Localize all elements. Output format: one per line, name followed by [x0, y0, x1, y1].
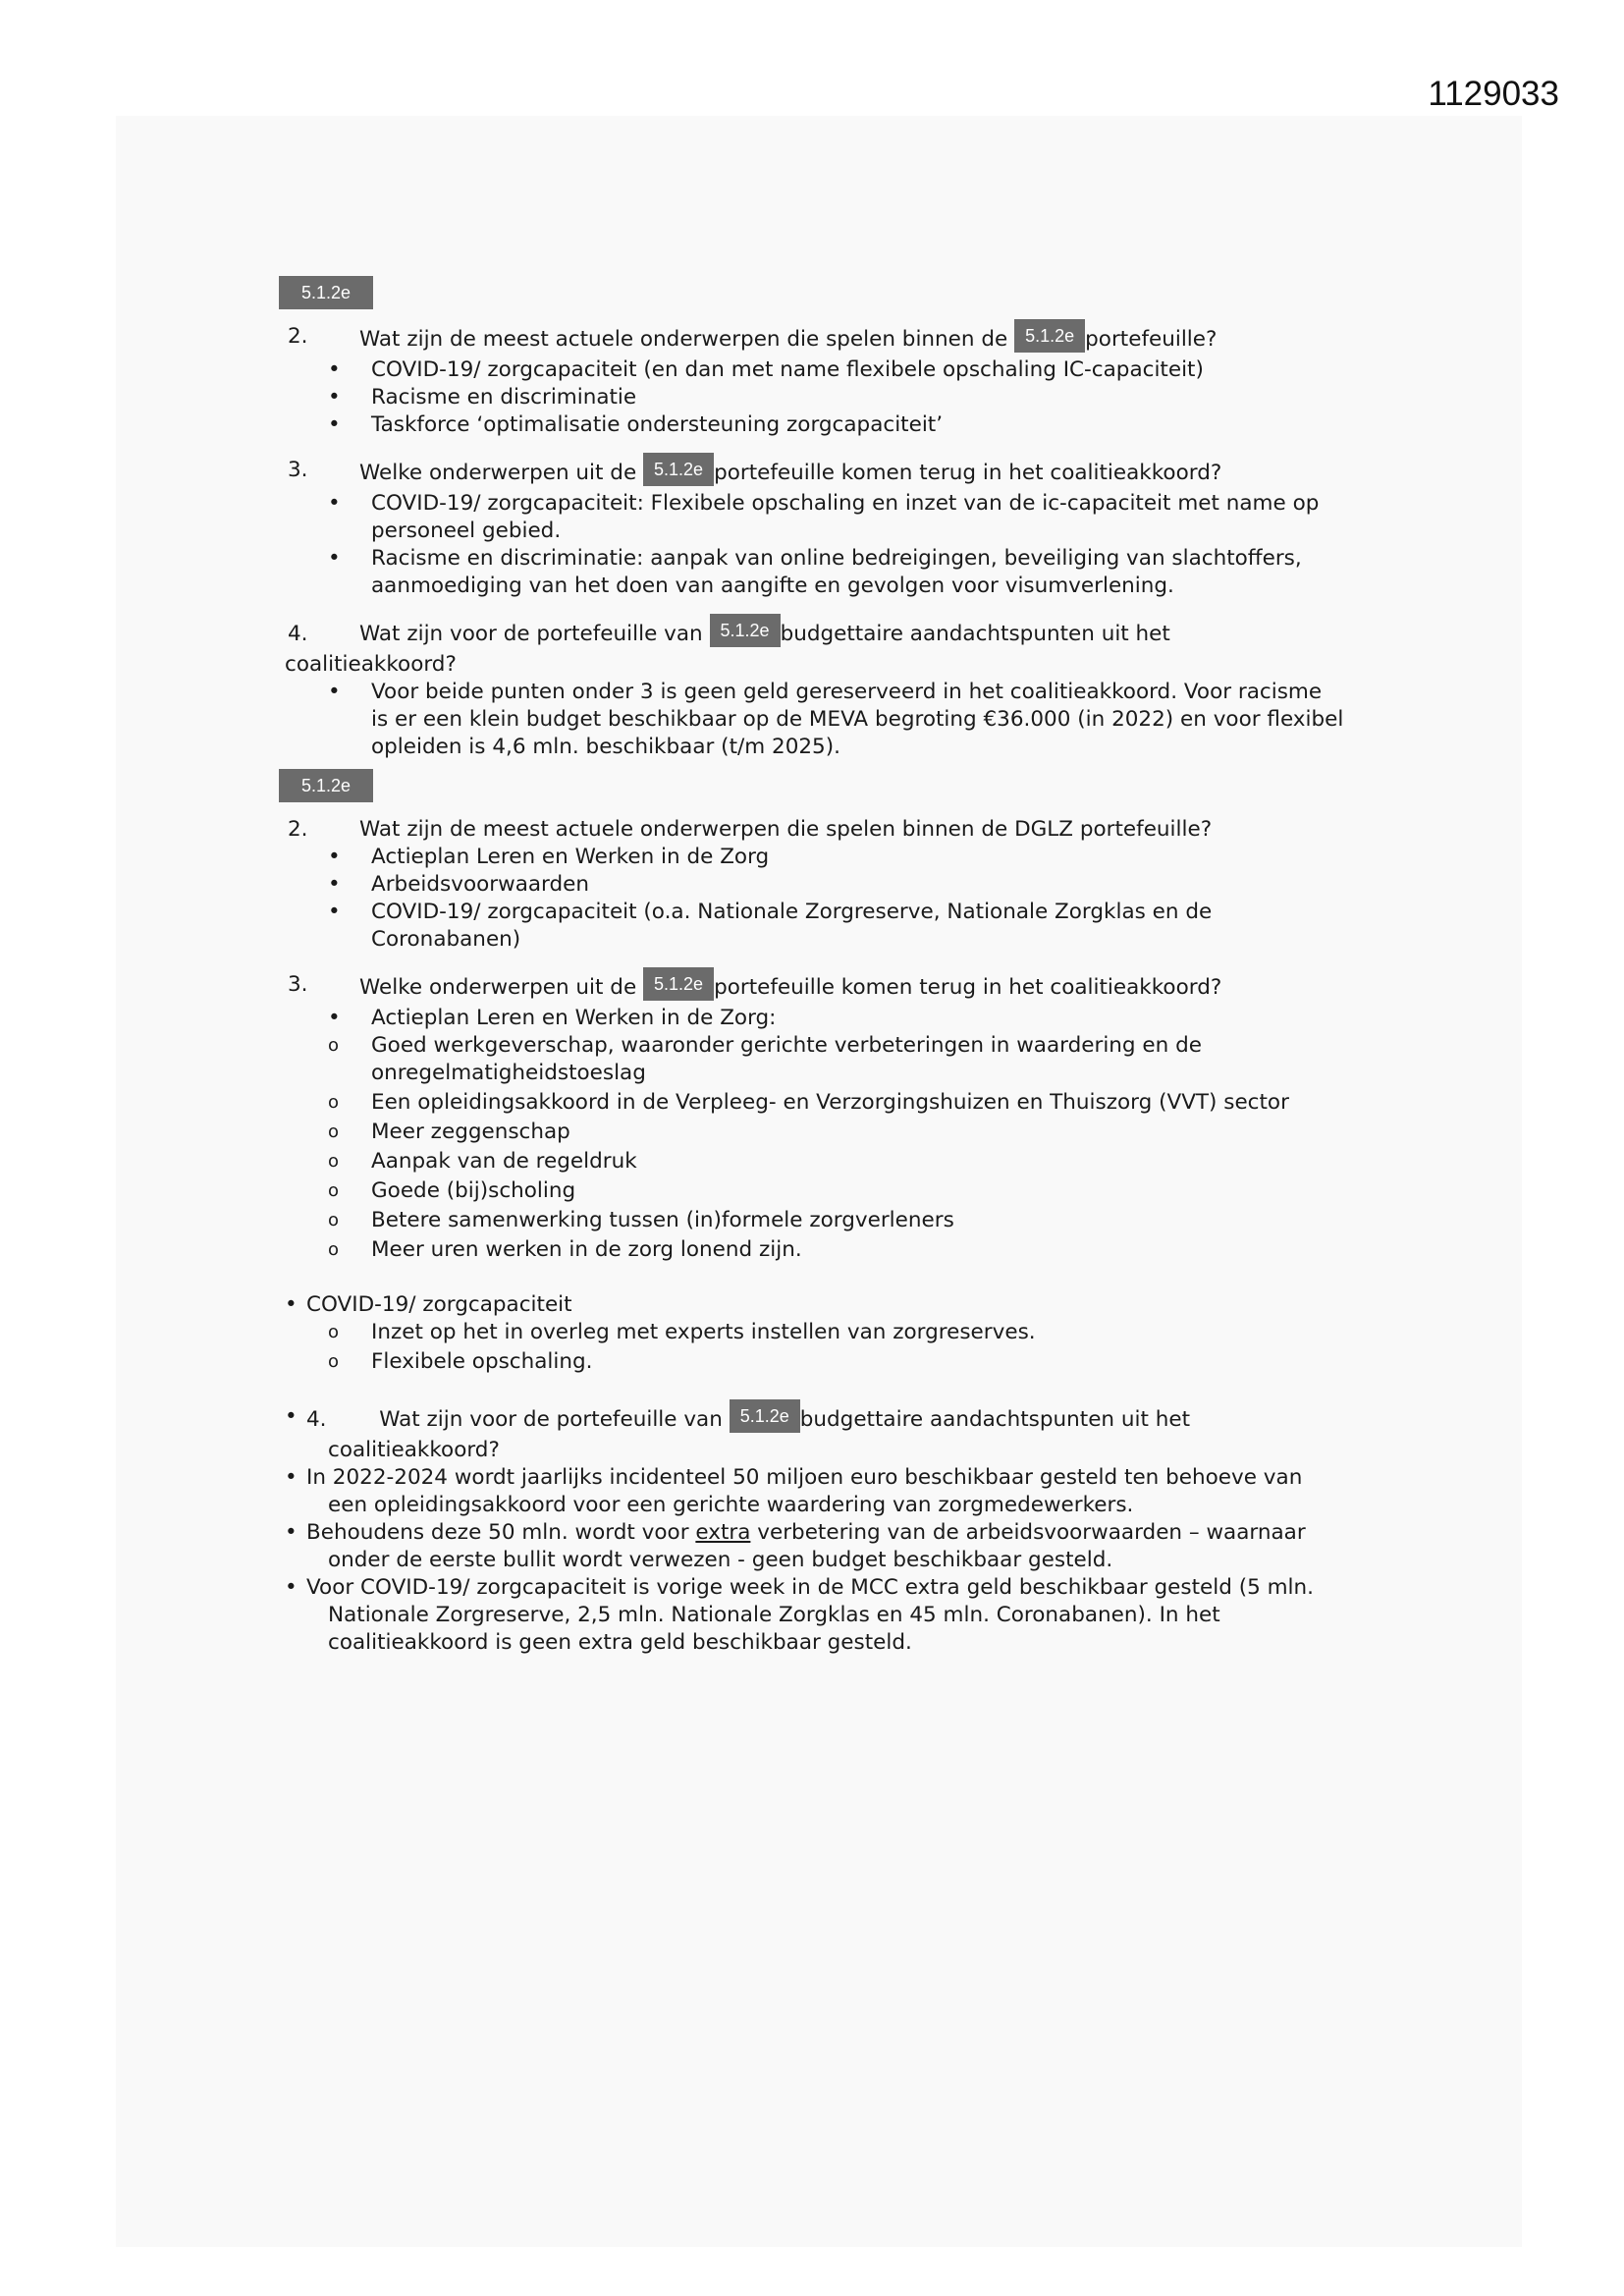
list-item-text: In 2022-2024 wordt jaarlijks incidenteel 50 miljoen euro beschikbaar gesteld ten behoeve van: [306, 1465, 1303, 1490]
question-text: Welke onderwerpen uit de: [359, 461, 637, 485]
list-item: • COVID-19/ zorgcapaciteit (en dan met name flexibele opschaling IC-capaciteit): [285, 356, 1345, 384]
sub-list-item: o Aanpak van de regeldruk: [285, 1148, 1345, 1175]
redaction-block: 5.1.2e: [710, 614, 781, 647]
question-number: 3.: [288, 458, 308, 482]
list-item: [285, 1464, 1345, 1519]
bullet-list: [285, 844, 1345, 954]
question-text: Wat zijn de meest actuele onderwerpen die spelen binnen de DGLZ portefeuille?: [359, 817, 1213, 842]
list-item: • Racisme en discriminatie: [285, 384, 1345, 411]
question-number: 4.: [306, 1407, 327, 1432]
list-item: • Racisme en discriminatie: aanpak van online bedreigingen, beveiliging van slachtoffers, aanmoediging van het doen van aangifte en gevolgen voor visumverlening.: [285, 545, 1345, 600]
redaction-block: 5.1.2e: [643, 967, 714, 1001]
question-text: budgettaire aandachtspunten uit het coalitieakkoord?: [285, 622, 1170, 677]
list-item-text: onder de eerste bullit wordt verwezen - geen budget beschikbaar gesteld.: [328, 1548, 1113, 1572]
redaction-block: 5.1.2e: [279, 276, 373, 309]
list-item: • COVID-19/ zorgcapaciteit (o.a. Nationale Zorgreserve, Nationale Zorgklas en de Coronabanen): [285, 899, 1345, 954]
sub-list-item: o Goed werkgeverschap, waaronder gerichte verbeteringen in waardering en de onregelmatigheidstoeslag: [285, 1032, 1345, 1087]
sub-list-item: o Een opleidingsakkoord in de Verpleeg- en Verzorgingshuizen en Thuiszorg (VVT) sector: [285, 1089, 1345, 1117]
underlined-text: extra: [695, 1520, 751, 1545]
question-2: [285, 816, 1345, 844]
question-number: 2.: [288, 817, 308, 842]
list-item-text: Nationale Zorgreserve, 2,5 mln. Nationale Zorgklas en 45 mln. Coronabanen). In het: [328, 1603, 1220, 1627]
redaction-block: 5.1.2e: [279, 769, 373, 802]
list-item: • Taskforce ‘optimalisatie ondersteuning zorgcapaciteit’: [285, 411, 1345, 439]
bullet-list: [285, 1403, 1345, 1657]
list-item: • Arbeidsvoorwaarden: [285, 871, 1345, 899]
question-3: [285, 457, 1345, 490]
redaction-block: 5.1.2e: [730, 1399, 800, 1433]
sub-list-item: o Inzet op het in overleg met experts instellen van zorgreserves.: [285, 1319, 1345, 1346]
list-item: • COVID-19/ zorgcapaciteit: Flexibele opschaling en inzet van de ic-capaciteit met name op personeel gebied.: [285, 490, 1345, 545]
sub-list: [285, 1032, 1345, 1264]
list-item: [285, 1519, 1345, 1574]
sub-list: [285, 1319, 1345, 1376]
question-number: 2.: [288, 324, 308, 349]
bullet-list: [285, 490, 1345, 600]
question-text: coalitieakkoord?: [328, 1438, 500, 1462]
question-text: portefeuille komen terug in het coalitieakkoord?: [714, 461, 1222, 485]
redaction-block: 5.1.2e: [643, 453, 714, 486]
question-text: budgettaire aandachtspunten uit het: [799, 1407, 1191, 1432]
list-item: • COVID-19/ zorgcapaciteit: [285, 1291, 1345, 1319]
bullet-list: [285, 356, 1345, 439]
list-item: [285, 1403, 1345, 1464]
question-3: [285, 971, 1345, 1005]
document-body: [285, 280, 1345, 1657]
question-text: portefeuille komen terug in het coalitieakkoord?: [714, 975, 1222, 1000]
list-item-text: Voor COVID-19/ zorgcapaciteit is vorige week in de MCC extra geld beschikbaar gesteld (5 mln.: [306, 1575, 1314, 1600]
bullet-list: [285, 679, 1345, 761]
list-item-text: coalitieakkoord is geen extra geld beschikbaar gesteld.: [328, 1630, 912, 1655]
sub-list-item: o Flexibele opschaling.: [285, 1348, 1345, 1376]
question-4: [285, 618, 1345, 679]
question-text: Wat zijn voor de portefeuille van: [359, 622, 703, 646]
question-text: Wat zijn voor de portefeuille van: [379, 1407, 723, 1432]
list-item: [285, 1574, 1345, 1657]
list-item-text: verbetering van de arbeidsvoorwaarden – waarnaar: [757, 1520, 1306, 1545]
question-2: [285, 323, 1345, 356]
list-item: • Actieplan Leren en Werken in de Zorg: [285, 844, 1345, 871]
document-number: 1129033: [1428, 75, 1559, 113]
list-item-text: een opleidingsakkoord voor een gerichte waardering van zorgmedewerkers.: [328, 1493, 1134, 1517]
question-text: portefeuille?: [1085, 327, 1218, 352]
bullet-list: [285, 1005, 1345, 1032]
sub-list-item: o Meer zeggenschap: [285, 1119, 1345, 1146]
sub-list-item: o Meer uren werken in de zorg lonend zijn.: [285, 1236, 1345, 1264]
question-text: Welke onderwerpen uit de: [359, 975, 637, 1000]
sub-list-item: o Betere samenwerking tussen (in)formele zorgverleners: [285, 1207, 1345, 1234]
bullet-list: [285, 1291, 1345, 1319]
list-item-text: Behoudens deze 50 mln. wordt voor: [306, 1520, 689, 1545]
redaction-block: 5.1.2e: [1014, 319, 1085, 353]
list-item: • Voor beide punten onder 3 is geen geld gereserveerd in het coalitieakkoord. Voor racisme is er een klein budget beschikbaar op de MEVA begroting €36.000 (in 2022) en voor flexibel opleiden is 4,6 mln. beschikbaar (t/m 2025).: [285, 679, 1345, 761]
list-item: • Actieplan Leren en Werken in de Zorg:: [285, 1005, 1345, 1032]
question-number: 4.: [288, 622, 308, 646]
question-text: Wat zijn de meest actuele onderwerpen die spelen binnen de: [359, 327, 1008, 352]
sub-list-item: o Goede (bij)scholing: [285, 1177, 1345, 1205]
question-number: 3.: [288, 972, 308, 997]
